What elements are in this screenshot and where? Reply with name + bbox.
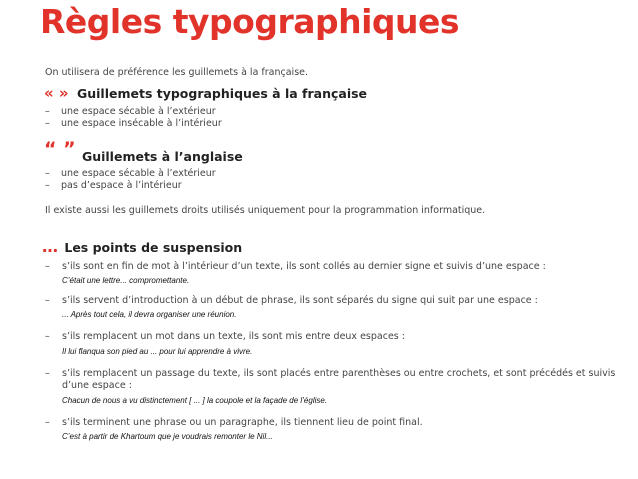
french-heading-label: Guillemets typographiques à la française — [76, 86, 368, 101]
english-quotes-heading — [44, 138, 243, 164]
page-title: Règles typographiques — [40, 2, 460, 41]
french-quote-marks: « » — [44, 84, 69, 102]
ellipsis-mark: … — [42, 237, 58, 256]
note-text: Il existe aussi les guillemets droits utilisés uniquement pour la programmation informatique. — [45, 205, 486, 216]
intro-text: On utilisera de préférence les guillemets à la française. — [45, 67, 309, 78]
suspension-heading-label: Les points de suspension — [64, 240, 243, 255]
rule-example: Il lui flanqua son pied au ... pour lui apprendre à vivre. — [62, 347, 253, 356]
rule-example: ... Après tout cela, il devra organiser une réunion. — [62, 310, 237, 319]
french-quotes-heading — [44, 84, 367, 102]
list-item: – une espace insécable à l’intérieur — [45, 118, 222, 129]
list-item: – pas d’espace à l’intérieur — [45, 180, 182, 191]
rule-example: C’est à partir de Khartoum que je voudrais remonter le Nil... — [62, 432, 273, 441]
rule-example: C’était une lettre... compromettante. — [62, 276, 190, 285]
suspension-heading — [42, 237, 242, 256]
list-item: – une espace sécable à l’extérieur — [45, 168, 216, 179]
list-item: – une espace sécable à l’extérieur — [45, 106, 216, 117]
rule-example: Chacun de nous a vu distinctement [ ... ] la coupole et la façade de l’église. — [62, 396, 328, 405]
english-quote-marks: “ ” — [44, 138, 76, 160]
english-heading-label: Guillemets à l’anglaise — [81, 149, 243, 164]
